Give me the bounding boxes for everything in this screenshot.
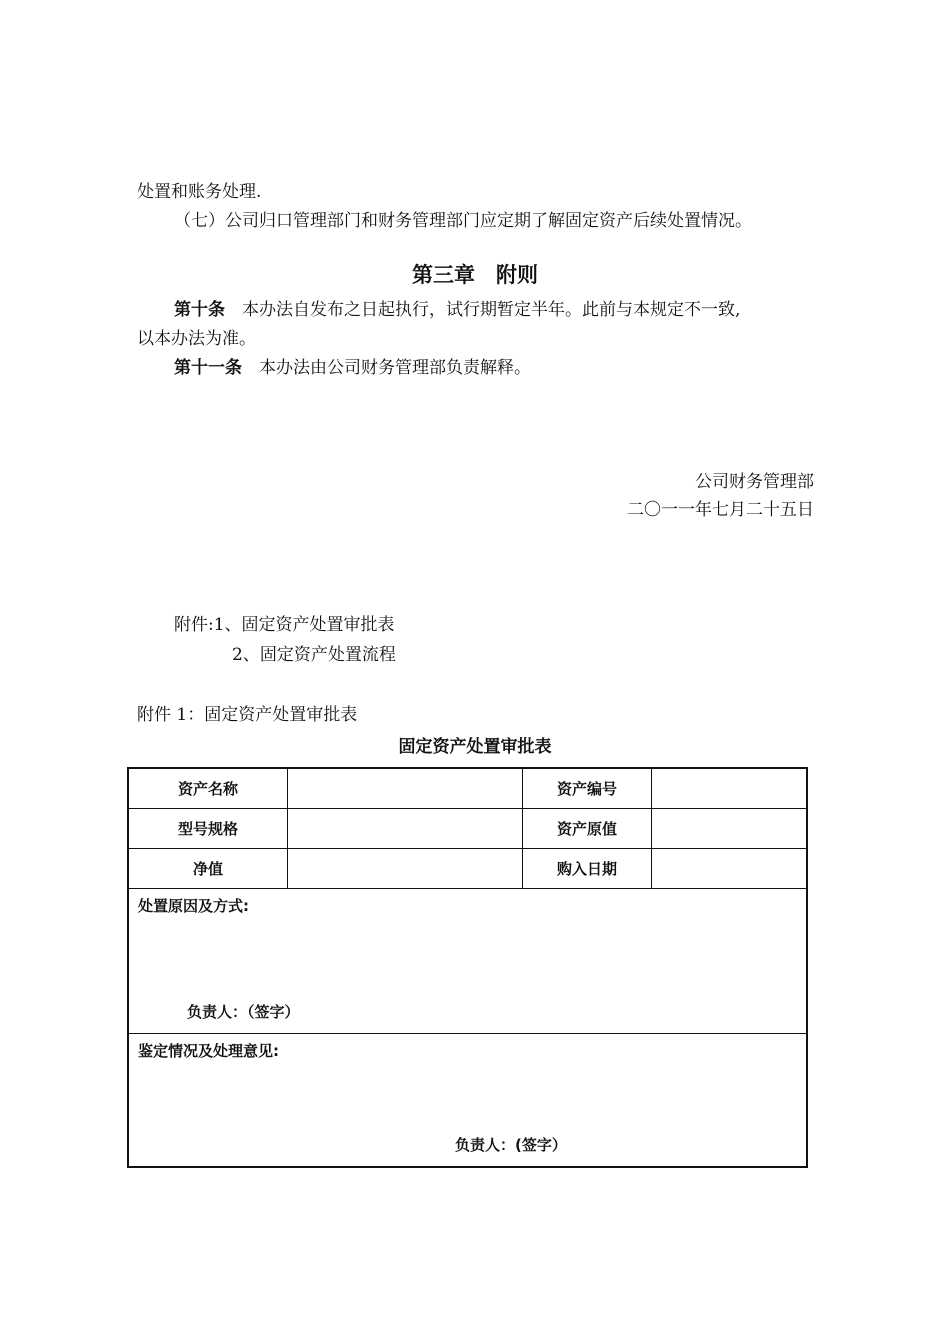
label-asset-name: 资产名称 xyxy=(128,768,288,809)
field-model-spec[interactable] xyxy=(288,809,523,849)
attachments-list-item-1: 附件:1、固定资产处置审批表 xyxy=(174,615,395,635)
label-model-spec: 型号规格 xyxy=(128,809,288,849)
appraisal-opinion-section[interactable] xyxy=(128,1034,807,1168)
article-10 xyxy=(174,298,740,322)
field-original-value[interactable] xyxy=(652,809,808,849)
signature-date: 二〇一一年七月二十五日 xyxy=(627,500,814,520)
field-purchase-date[interactable] xyxy=(652,849,808,889)
paragraph-item-7: （七）公司归口管理部门和财务管理部门应定期了解固定资产后续处置情况。 xyxy=(174,211,752,231)
table-row xyxy=(128,1034,807,1168)
field-asset-name[interactable] xyxy=(288,768,523,809)
table-row xyxy=(128,849,807,889)
appraisal-signature-label: 负责人：(签字） xyxy=(455,1136,567,1154)
signature-department: 公司财务管理部 xyxy=(695,472,814,492)
article-10-text: 本办法自发布之日起执行，试行期暂定半年。此前与本规定不一致, xyxy=(225,300,741,320)
paragraph-continuation: 处置和账务处理. xyxy=(137,182,262,202)
reason-signature-label: 负责人：（签字） xyxy=(187,1003,300,1021)
article-11-label: 第十一条 xyxy=(174,358,242,378)
label-asset-number: 资产编号 xyxy=(523,768,652,809)
label-purchase-date: 购入日期 xyxy=(523,849,652,889)
form-title: 固定资产处置审批表 xyxy=(398,737,552,757)
article-10-label: 第十条 xyxy=(174,300,225,320)
appraisal-opinion-label: 鉴定情况及处理意见: xyxy=(138,1042,279,1060)
table-row xyxy=(128,889,807,1034)
label-original-value: 资产原值 xyxy=(523,809,652,849)
attachment-heading: 附件 1：固定资产处置审批表 xyxy=(137,705,358,725)
chapter-title: 第三章 附则 xyxy=(412,262,538,287)
attachments-list-item-2: 2、固定资产处置流程 xyxy=(232,645,396,665)
approval-form-table xyxy=(127,767,808,1168)
disposal-reason-section[interactable] xyxy=(128,889,807,1034)
field-net-value[interactable] xyxy=(288,849,523,889)
table-row xyxy=(128,809,807,849)
label-net-value: 净值 xyxy=(128,849,288,889)
disposal-reason-label: 处置原因及方式: xyxy=(138,897,249,915)
table-row xyxy=(128,768,807,809)
field-asset-number[interactable] xyxy=(652,768,808,809)
article-11 xyxy=(174,356,531,380)
article-11-text: 本办法由公司财务管理部负责解释。 xyxy=(242,358,531,378)
article-10-continuation: 以本办法为准。 xyxy=(137,329,256,349)
